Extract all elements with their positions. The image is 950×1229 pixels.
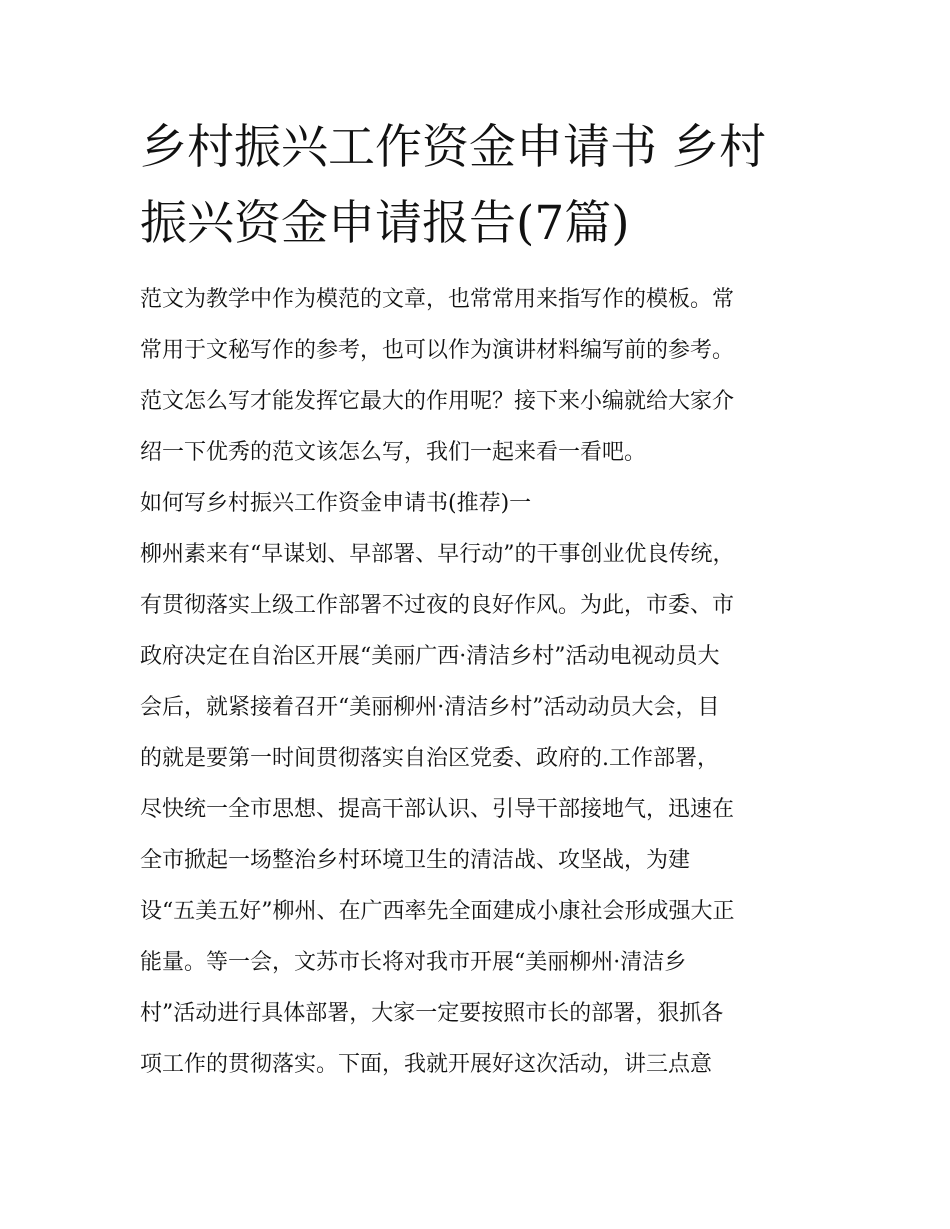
paragraph-line-9: 能量。等一会，文苏市长将对我市开展“美丽柳州·清洁乡 — [140, 950, 687, 975]
paragraph-line-1: 柳州素来有“早谋划、早部署、早行动”的干事创业优良传统， — [140, 542, 735, 567]
paragraph-line-7: 全市掀起一场整治乡村环境卫生的清洁战、攻坚战，为建 — [140, 848, 691, 873]
paragraph-line-6: 尽快统一全市思想、提高干部认识、引导干部接地气，迅速在 — [140, 797, 735, 822]
paragraph-line-5: 的就是要第一时间贯彻落实自治区党委、政府的.工作部署， — [140, 746, 719, 771]
intro-line-4: 绍一下优秀的范文该怎么写，我们一起来看一看吧。 — [140, 440, 647, 465]
title-line-2: 振兴资金申请报告(7篇) — [140, 196, 630, 251]
paragraph-line-10: 村”活动进行具体部署，大家一定要按照市长的部署，狠抓各 — [140, 1001, 724, 1026]
intro-line-2: 常用于文秘写作的参考，也可以作为演讲材料编写前的参考。 — [140, 338, 735, 363]
intro-line-1: 范文为教学中作为模范的文章，也常常用来指写作的模板。常 — [140, 287, 735, 312]
paragraph-line-3: 政府决定在自治区开展“美丽广西·清洁乡村”活动电视动员大 — [140, 644, 720, 669]
document-title — [140, 110, 820, 262]
paragraph-line-11: 项工作的贯彻落实。下面，我就开展好这次活动，讲三点意 — [140, 1052, 713, 1077]
paragraph-line-8: 设“五美五好”柳州、在广西率先全面建成小康社会形成强大正 — [140, 899, 735, 924]
document-body — [140, 280, 830, 1096]
paragraph-line-2: 有贯彻落实上级工作部署不过夜的良好作风。为此，市委、市 — [140, 593, 735, 618]
paragraph-line-4: 会后，就紧接着召开“美丽柳州·清洁乡村”活动动员大会，目 — [140, 695, 720, 720]
title-line-1: 乡村振兴工作资金申请书 乡村 — [140, 120, 766, 175]
section-heading: 如何写乡村振兴工作资金申请书(推荐)一 — [140, 491, 532, 516]
intro-line-3: 范文怎么写才能发挥它最大的作用呢？接下来小编就给大家介 — [140, 389, 735, 414]
